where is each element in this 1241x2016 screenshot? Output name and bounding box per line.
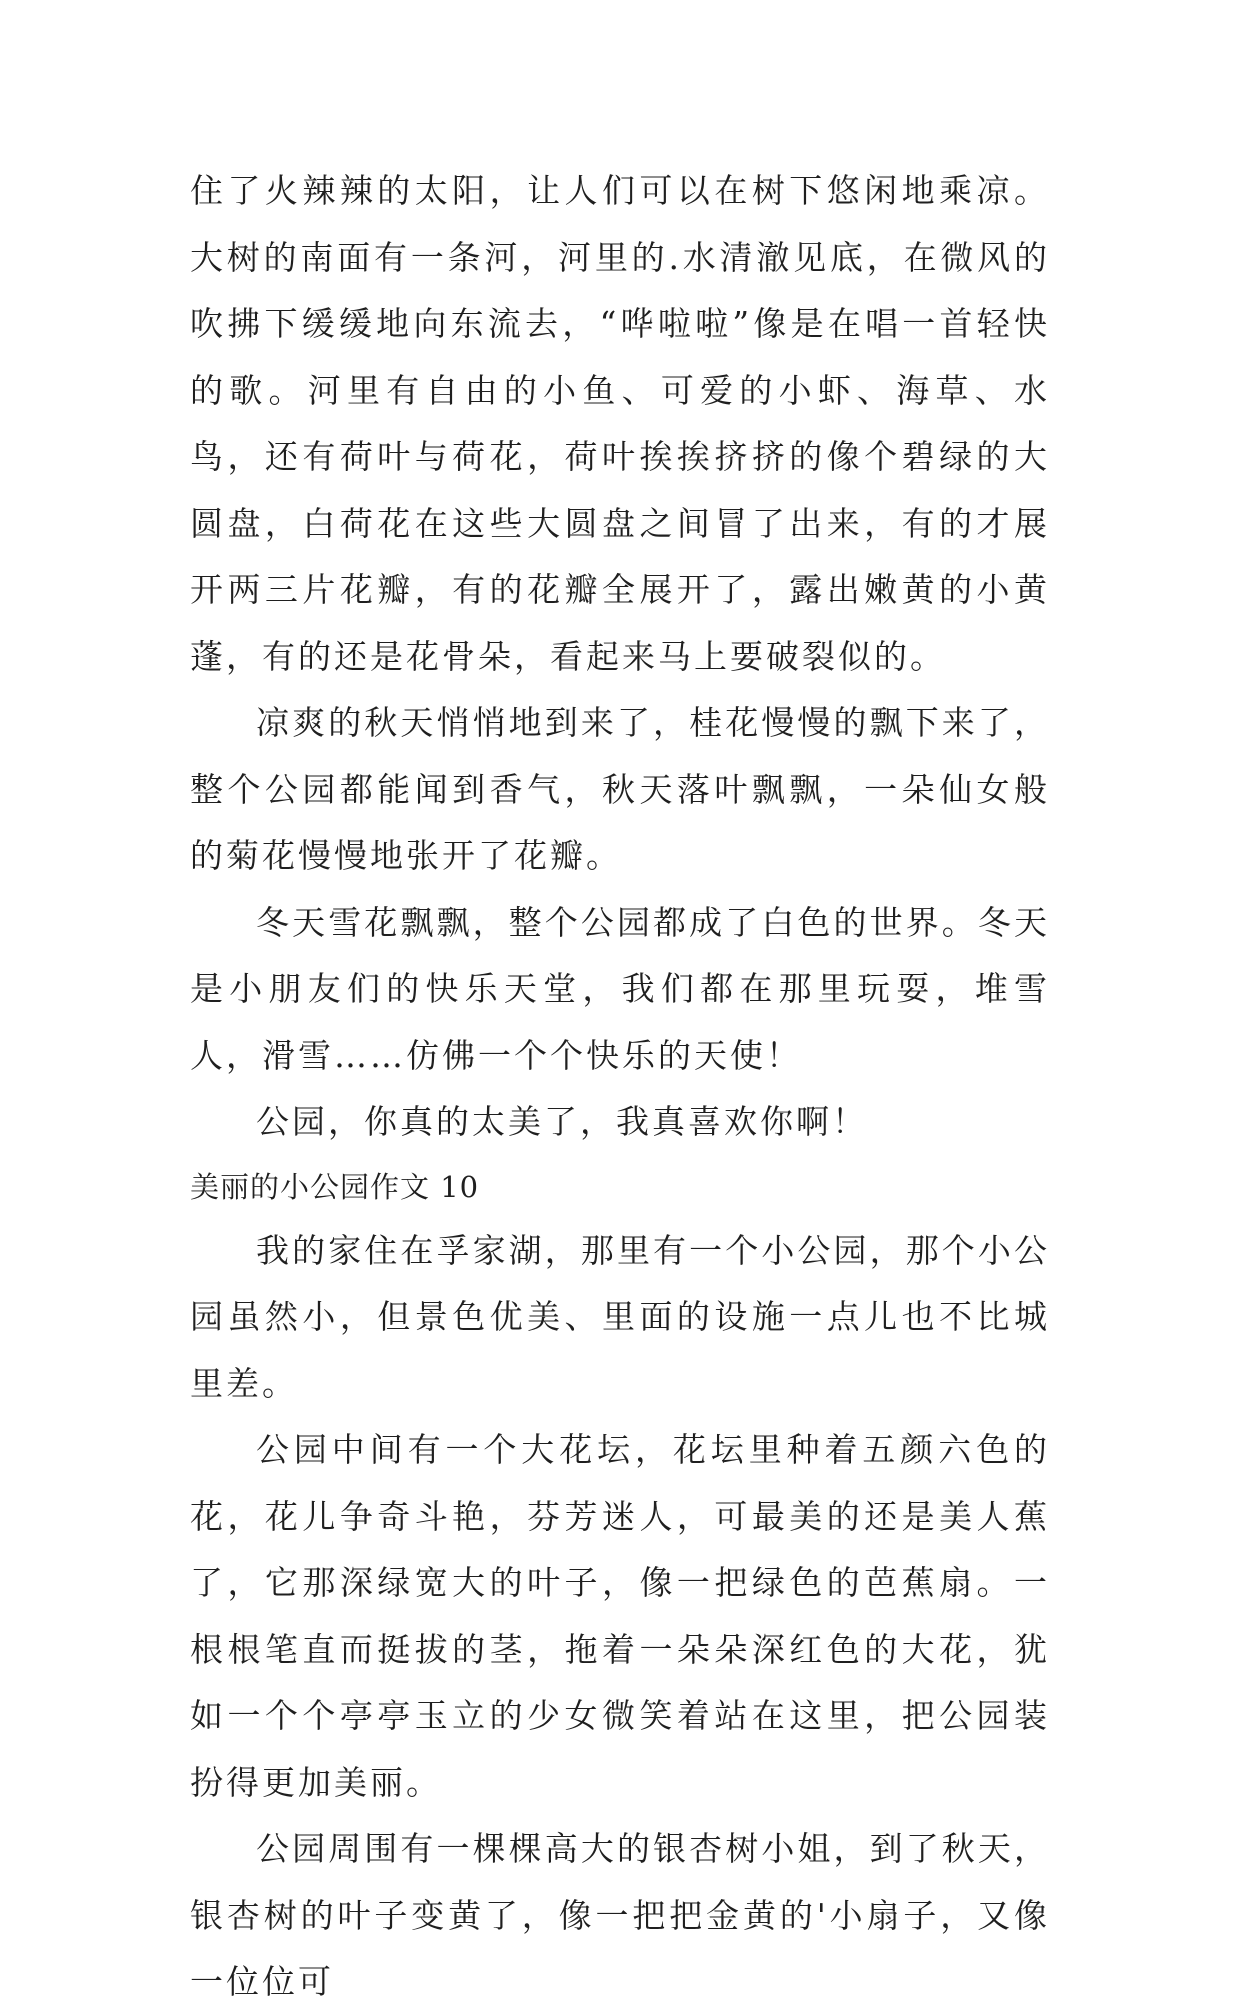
- paragraph-winter: 冬天雪花飘飘，整个公园都成了白色的世界。冬天是小朋友们的快乐天堂，我们都在那里玩耍，堆雪人，滑雪……仿佛一个个快乐的天使！: [190, 902, 1050, 1075]
- paragraph-closing: 公园，你真的太美了，我真喜欢你啊！: [256, 1102, 868, 1141]
- paragraph-autumn: 凉爽的秋天悄悄地到来了，桂花慢慢的飘下来了，整个公园都能闻到香气，秋天落叶飘飘，一朵仙女般的菊花慢慢地张开了花瓣。: [190, 703, 1050, 875]
- paragraph-intro: 我的家住在孚家湖，那里有一个小公园，那个小公园虽然小，但景色优美、里面的设施一点儿也不比城里差。: [190, 1230, 1050, 1403]
- paragraph-ginkgo: 公园周围有一棵棵高大的银杏树小姐，到了秋天，银杏树的叶子变黄了，像一把把金黄的'小扇子，又像一位位可: [190, 1829, 1050, 2001]
- document-page: [190, 158, 1050, 2001]
- essay-heading: 美丽的小公园作文 10: [190, 1169, 480, 1204]
- paragraph-flower-bed: 公园中间有一个大花坛，花坛里种着五颜六色的花，花儿争奇斗艳，芬芳迷人，可最美的还是美人蕉了，它那深绿宽大的叶子，像一把绿色的芭蕉扇。一根根笔直而挺拔的茎，拖着一朵朵深红色的大花，犹如一个个亭亭玉立的少女微笑着站在这里，把公园装扮得更加美丽。: [190, 1430, 1050, 1802]
- paragraph-summer-river: 住了火辣辣的太阳，让人们可以在树下悠闲地乘凉。大树的南面有一条河，河里的.水清澈见底，在微风的吹拂下缓缓地向东流去，“哗啦啦”像是在唱一首轻快的歌。河里有自由的小鱼、可爱的小虾、海草、水鸟，还有荷叶与荷花，荷叶挨挨挤挤的像个碧绿的大圆盘，白荷花在这些大圆盘之间冒了出来，有的才展开两三片花瓣，有的花瓣全展开了，露出嫩黄的小黄蓬，有的还是花骨朵，看起来马上要破裂似的。: [190, 171, 1050, 676]
